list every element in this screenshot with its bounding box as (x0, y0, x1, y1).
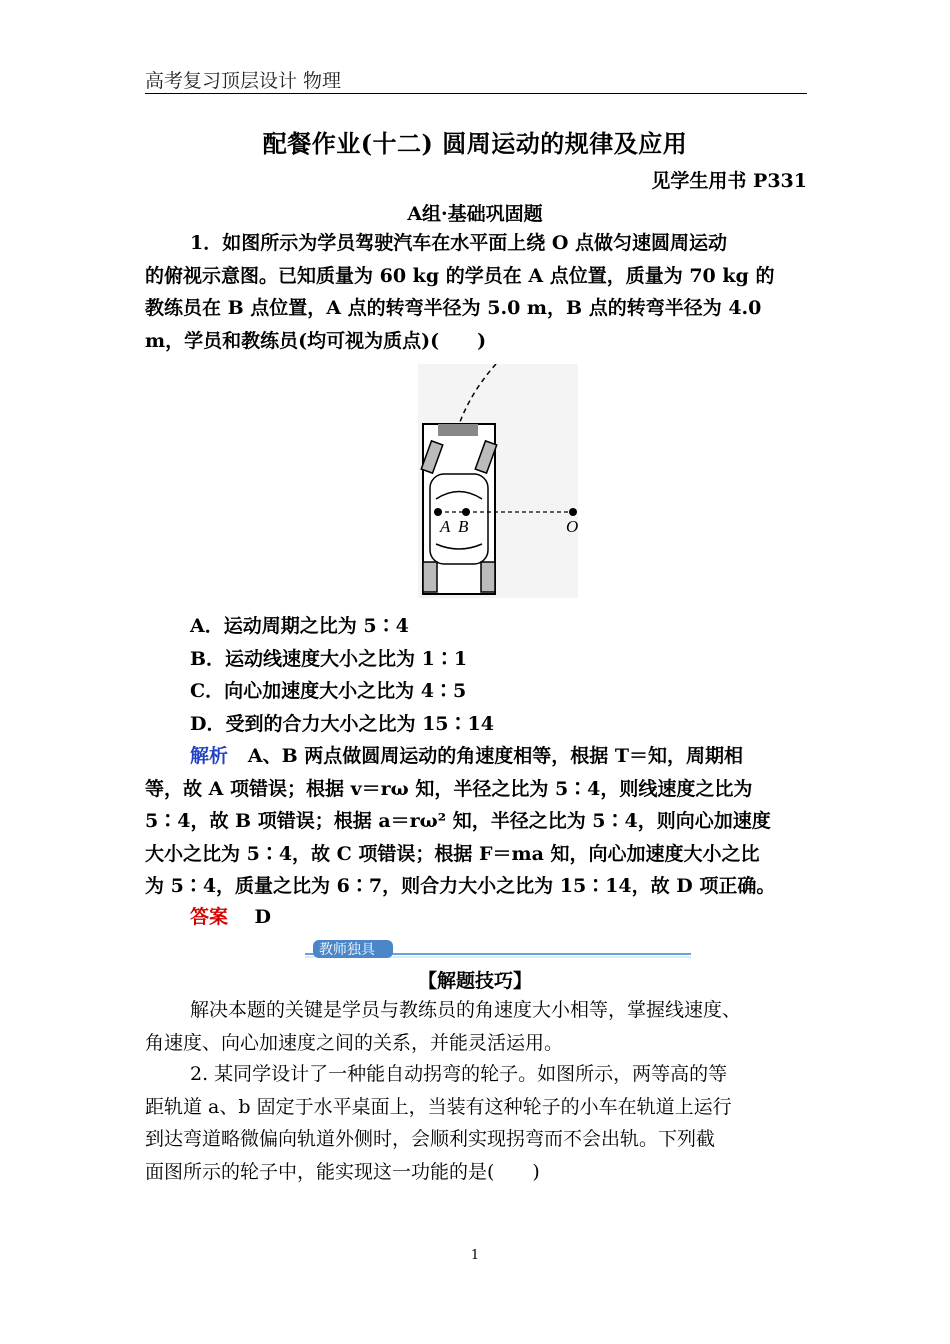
answer-label: 答案 (190, 906, 229, 928)
teacher-banner-label: 教师独具 (319, 942, 375, 958)
question-2 (145, 1058, 807, 1188)
analysis-block (145, 740, 807, 903)
q1-line-4: m，学员和教练员(均可视为质点)( ) (145, 329, 487, 352)
answer-value: D (254, 906, 271, 928)
option-b: B．运动线速度大小之比为 1∶1 (190, 647, 468, 670)
point-b (462, 508, 470, 516)
running-header: 高考复习顶层设计 物理 (145, 70, 342, 92)
option-d: D．受到的合力大小之比为 15∶14 (190, 712, 494, 735)
analysis-line-2: 等，故 A 项错误；根据 v＝rω 知，半径之比为 5∶4，则线速度之比为 (145, 777, 753, 800)
page-title: 配餐作业(十二) 圆周运动的规律及应用 (262, 129, 688, 158)
analysis-line-4: 大小之比为 5∶4，故 C 项错误；根据 F＝ma 知，向心加速度大小之比 (145, 842, 760, 865)
analysis-label: 解析 (190, 745, 229, 767)
q1-line-1: 1．如图所示为学员驾驶汽车在水平面上绕 O 点做匀速圆周运动 (190, 232, 728, 254)
analysis-line-1: 解析 A、B 两点做圆周运动的角速度相等，根据 T＝知，周期相 (190, 745, 744, 767)
q2-line-4: 面图所示的轮子中，能实现这一功能的是( ) (145, 1160, 540, 1183)
point-a (434, 508, 442, 516)
book-reference: 见学生用书 P331 (651, 170, 807, 192)
rear-left-wheel (423, 562, 437, 592)
tip-title: 【解题技巧】 (417, 970, 532, 992)
analysis-line-3: 5∶4，故 B 项错误；根据 a＝rω² 知，半径之比为 5∶4，则向心加速度 (145, 810, 771, 832)
group-heading: A组·基础巩固题 (407, 203, 543, 225)
q1-line-2: 的俯视示意图。已知质量为 60 kg 的学员在 A 点位置，质量为 70 kg 的 (145, 264, 775, 287)
q2-line-3: 到达弯道略微偏向轨道外侧时，会顺利实现拐弯而不会出轨。下列截 (145, 1128, 716, 1150)
answer-row (190, 902, 271, 929)
label-b: B (458, 517, 469, 536)
label-a: A (440, 517, 451, 536)
tip-line-2: 角速度、向心加速度之间的关系，并能灵活运用。 (145, 1031, 564, 1054)
car-diagram (418, 364, 578, 598)
tip-block (145, 994, 807, 1059)
page-number: 1 (470, 1248, 480, 1263)
q2-line-2: 距轨道 a、b 固定于水平桌面上，当装有这种轮子的小车在轨道上运行 (145, 1095, 732, 1118)
teacher-banner (305, 938, 691, 960)
hood-mark (438, 424, 478, 436)
q2-line-1: 2. 某同学设计了一种能自动拐弯的轮子。如图所示，两等高的等 (190, 1063, 728, 1085)
q1-options (190, 610, 494, 740)
tip-line-1: 解决本题的关键是学员与教练员的角速度大小相等，掌握线速度、 (190, 999, 742, 1021)
point-o (569, 508, 577, 516)
q1-line-3: 教练员在 B 点位置，A 点的转弯半径为 5.0 m，B 点的转弯半径为 4.0 (145, 297, 762, 319)
option-a: A．运动周期之比为 5∶4 (190, 615, 409, 637)
analysis-line-5: 为 5∶4，质量之比为 6∶7，则合力大小之比为 15∶14，故 D 项正确。 (145, 875, 776, 897)
question-1 (145, 227, 807, 357)
rear-right-wheel (481, 562, 495, 592)
label-o: O (566, 517, 578, 536)
option-c: C．向心加速度大小之比为 4∶5 (190, 680, 467, 702)
header-rule (145, 93, 807, 94)
